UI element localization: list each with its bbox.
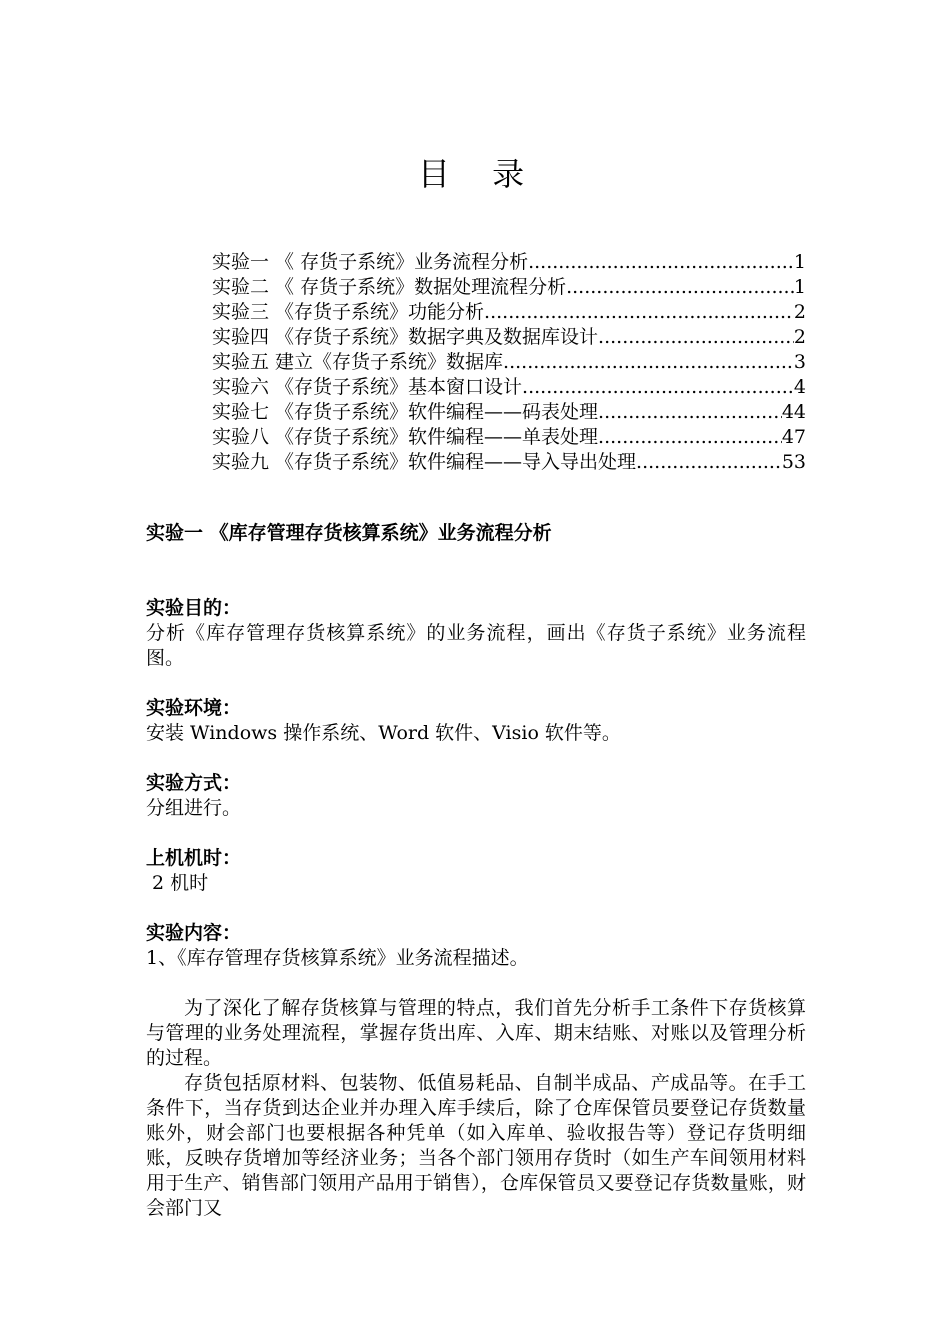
section-body: [146, 520, 806, 1221]
spacer: [146, 746, 806, 771]
toc-entry-page: 44: [781, 401, 806, 423]
toc-entry-page: 2: [793, 301, 806, 323]
toc-entry-page: 3: [793, 351, 806, 373]
toc-entry-page: 1: [793, 276, 806, 298]
purpose-text: 分析《库存管理存货核算系统》的业务流程，画出《存货子系统》业务流程图。: [146, 622, 806, 669]
spacer: [146, 896, 806, 921]
spacer: [146, 671, 806, 696]
spacer: [146, 821, 806, 846]
toc-leader-dots: [503, 350, 794, 375]
toc-entry-label: 实验四 《存货子系统》数据字典及数据库设计: [212, 326, 599, 348]
toc-entry[interactable]: [212, 325, 806, 350]
toc-entry-label: 实验七 《存货子系统》软件编程——码表处理: [212, 401, 599, 423]
environment-heading: 实验环境：: [146, 697, 242, 719]
toc-entry[interactable]: [212, 250, 806, 275]
toc-entry-label: 实验三 《存货子系统》功能分析: [212, 301, 485, 323]
environment-text: 安装 Windows 操作系统、Word 软件、Visio 软件等。: [146, 722, 621, 744]
toc-title: 目 录: [417, 155, 541, 193]
hours-text: 2 机时: [146, 872, 209, 894]
toc-entry-label: 实验八 《存货子系统》软件编程——单表处理: [212, 426, 599, 448]
toc-leader-dots: [636, 450, 782, 475]
toc-entry-page: 53: [781, 451, 806, 473]
toc-entry-label: 实验五 建立《存货子系统》数据库: [212, 351, 504, 373]
table-of-contents: [212, 250, 806, 475]
content-heading: 实验内容：: [146, 922, 242, 944]
toc-entry[interactable]: [212, 350, 806, 375]
purpose-heading: 实验目的：: [146, 597, 242, 619]
toc-entry-label: 实验九 《存货子系统》软件编程——导入导出处理: [212, 451, 637, 473]
method-heading: 实验方式：: [146, 772, 242, 794]
content-item: 1、《库存管理存货核算系统》业务流程描述。: [146, 947, 529, 969]
toc-entry-page: 2: [793, 326, 806, 348]
paragraph: 为了深化了解存货核算与管理的特点，我们首先分析手工条件下存货核算与管理的业务处理流程，掌握存货出库、入库、期末结账、对账以及管理分析的过程。: [146, 997, 806, 1069]
toc-leader-dots: [598, 400, 782, 425]
toc-entry[interactable]: [212, 275, 806, 300]
section-title: 实验一 《库存管理存货核算系统》业务流程分析: [146, 522, 552, 544]
toc-entry-page: 1: [793, 251, 806, 273]
spacer: [146, 971, 806, 996]
toc-leader-dots: [566, 275, 794, 300]
toc-leader-dots: [528, 250, 794, 275]
toc-leader-dots: [598, 325, 794, 350]
toc-entry[interactable]: [212, 400, 806, 425]
paragraph: 存货包括原材料、包装物、低值易耗品、自制半成品、产成品等。在手工条件下，当存货到达企业并办理入库手续后，除了仓库保管员要登记存货数量账外，财会部门也要根据各种凭单（如入库单、验收报告等）登记存货明细账，反映存货增加等经济业务；当各个部门领用存货时（如生产车间领用材料用于生产、销售部门领用产品用于销售），仓库保管员又要登记存货数量账，财会部门又: [146, 1072, 806, 1219]
method-text: 分组进行。: [146, 797, 242, 819]
toc-entry-label: 实验二 《 存货子系统》数据处理流程分析: [212, 276, 567, 298]
toc-entry-page: 4: [793, 376, 806, 398]
toc-entry-page: 47: [781, 426, 806, 448]
toc-entry-label: 实验六 《存货子系统》基本窗口设计: [212, 376, 523, 398]
hours-heading: 上机机时：: [146, 847, 242, 869]
spacer: [146, 546, 806, 596]
toc-leader-dots: [484, 300, 794, 325]
toc-leader-dots: [598, 425, 782, 450]
toc-entry-label: 实验一 《 存货子系统》业务流程分析: [212, 251, 529, 273]
toc-entry[interactable]: [212, 375, 806, 400]
toc-leader-dots: [522, 375, 794, 400]
toc-entry[interactable]: [212, 425, 806, 450]
toc-entry[interactable]: [212, 300, 806, 325]
toc-entry[interactable]: [212, 450, 806, 475]
